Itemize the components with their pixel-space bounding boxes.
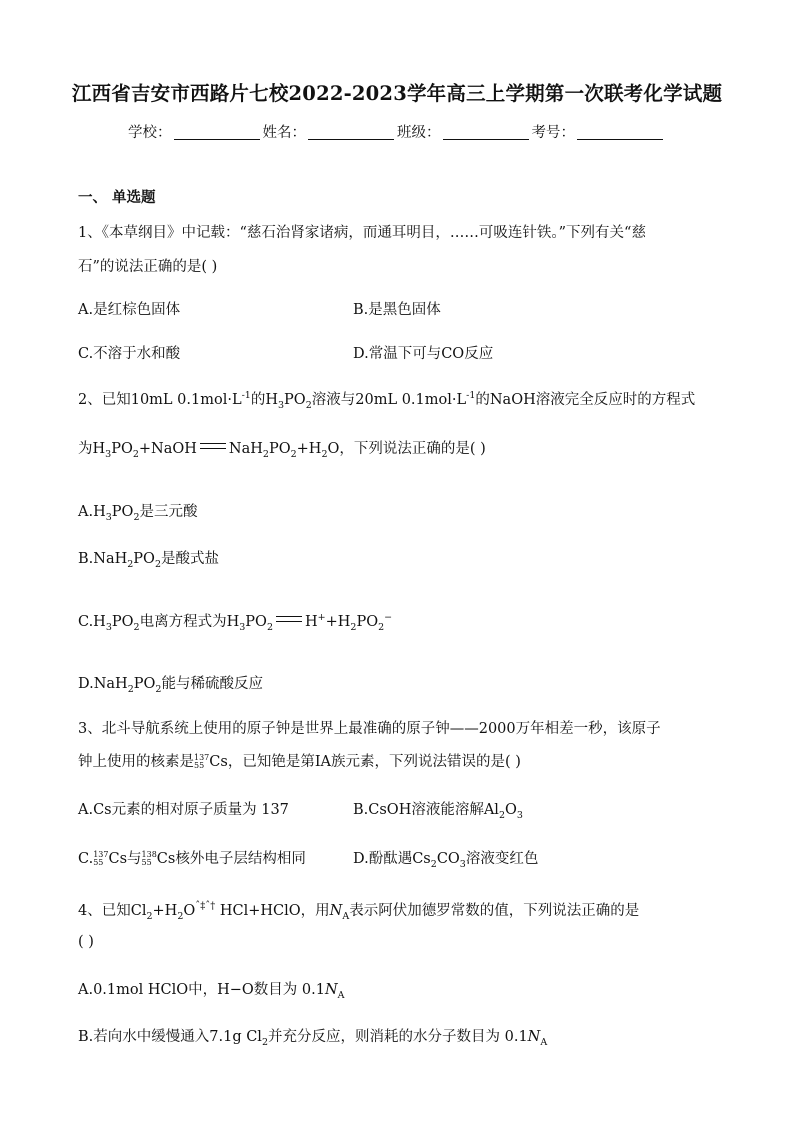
equals-sign-icon [276,616,302,622]
q3-option-c[interactable]: C. 137 55 Cs与 138 55 Cs核外电子层结构相同 [78,850,306,867]
q3-option-b[interactable]: B.CsOH溶液能溶解$Al_2O_3$ [353,802,523,821]
q2-stem-line2: 为$H_3PO_2+NaOH$ $NaH_2PO_2+H_2O$，下列说法正确的是( ) [78,441,486,460]
q3-option-d[interactable]: D.酚酞遇$Cs_2CO_3$溶液变红色 [353,851,539,870]
page-title: 江西省吉安市西路片七校2022-2023学年高三上学期第一次联考化学试题 [71,82,723,105]
section-heading: 一、 单选题 [78,189,156,206]
q2-option-c[interactable]: $C.H_3PO_2$电离方程式为$H_3PO_2$ $H^++H_2PO_2^-$ [78,612,393,633]
q4-stem-line1: 4、已知$Cl_2+H_2O^{ˆ\ddagger ˆ\dagger}$ HCl+HClO，用$N_A$表示阿伏加德罗常数的值，下列说法正确的是 [78,901,640,922]
q1-option-d[interactable]: D.常温下可与CO反应 [353,346,494,362]
q3-stem-line2: 钟上使用的核素是 137 55 Cs，已知铯是第ⅠA族元素，下列说法错误的是( ) [78,753,521,770]
q1-option-c[interactable]: C.不溶于水和酸 [78,346,181,362]
q1-stem-line1: 1、《本草纲目》中记载：“慈石治肾家诸病，而通耳明目，……可吸连针铁。”下列有关“慈 [78,225,646,241]
school-label: 学校： [128,125,172,141]
exam-no-label: 考号： [531,125,575,141]
q4-option-b[interactable]: B.若向水中缓慢通入7.1g $Cl_2$并充分反应，则消耗的水分子数目为 $0.1N_A$ [78,1029,548,1048]
q4-stem-line2: ( ) [78,934,94,950]
name-blank[interactable] [308,125,394,140]
q1-option-a[interactable]: A.是红棕色固体 [78,302,181,318]
q4-option-a[interactable]: A.0.1mol HClO中，H−O数目为 $0.1N_A$ [78,982,345,1001]
student-info-row [0,121,794,142]
q2-option-a[interactable]: $A.H_3PO_2$是三元酸 [78,504,198,523]
class-label: 班级： [397,125,441,141]
q3-stem-line1: 3、北斗导航系统上使用的原子钟是世界上最准确的原子钟——2000万年相差一秒，该原子 [78,721,661,737]
class-blank[interactable] [443,125,529,140]
reversible-arrow-icon: ˆ‡ˆ† [195,901,216,912]
equals-sign-icon [200,443,226,449]
q3-option-a[interactable]: A.Cs元素的相对原子质量为 137 [78,802,289,818]
q2-stem-line1: 2、已知10mL $0.1mol\cdot L^{-1}$的$H_3PO_2$溶液与20mL $0.1mol\cdot L^{-1}$的NaOH溶液完全反应时的方程式 [78,390,696,411]
name-label: 姓名： [262,125,306,141]
exam-no-blank[interactable] [577,125,663,140]
school-blank[interactable] [174,125,260,140]
q2-option-d[interactable]: $D.NaH_2PO_2$能与稀硫酸反应 [78,676,263,695]
q2-option-b[interactable]: $B.NaH_2PO_2$是酸式盐 [78,551,219,570]
q1-stem-line2: 石”的说法正确的是( ) [78,259,218,275]
q1-option-b[interactable]: B.是黑色固体 [353,302,441,318]
